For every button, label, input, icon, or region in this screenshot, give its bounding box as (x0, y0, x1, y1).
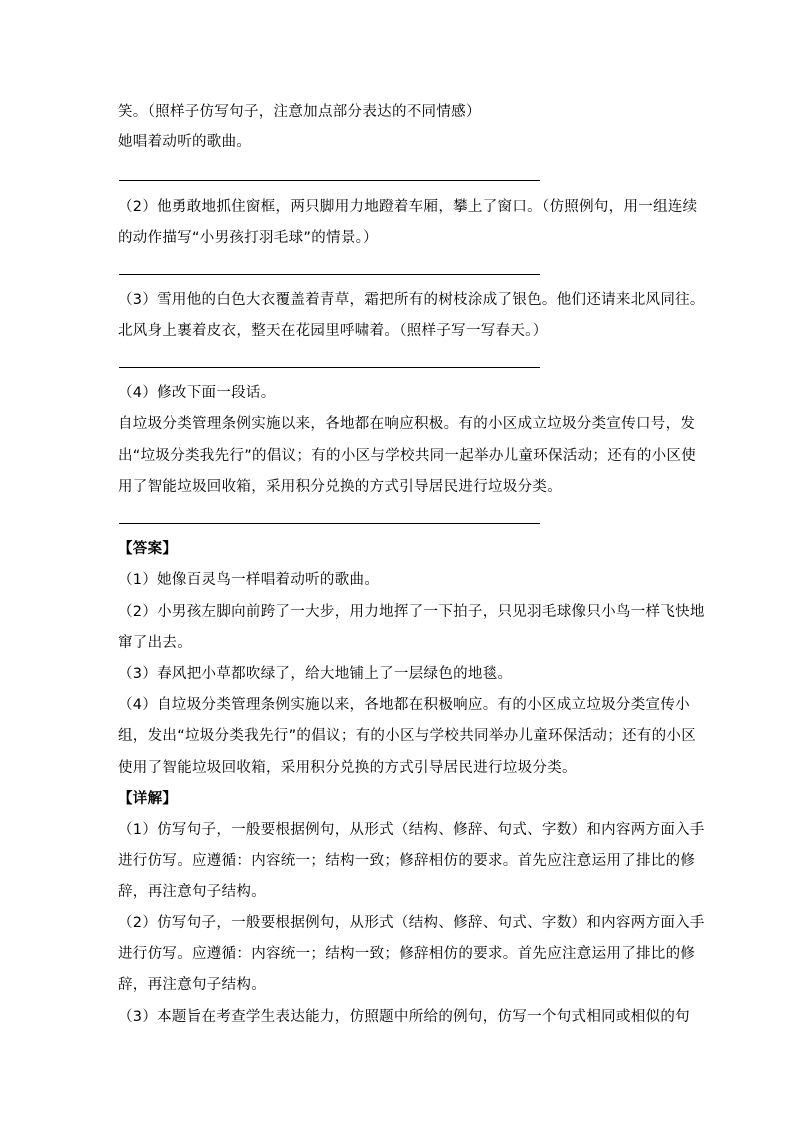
answer-4-line-1: （4）自垃圾分类管理条例实施以来，各地都在积极响应。有的小区成立垃圾分类宣传小 (118, 697, 690, 713)
question-2-line-2: 的动作描写“小男孩打羽毛球”的情景。） (118, 230, 378, 246)
answer-blank-line-1 (119, 180, 540, 181)
detail-1-line-1: （1）仿写句子，一般要根据例句，从形式（结构、修辞、句式、字数）和内容两方面入手 (118, 822, 705, 838)
detail-3-line-1: （3）本题旨在考查学生表达能力，仿照题中所给的例句，仿写一个句式相同或相似的句 (118, 1009, 690, 1025)
question-1-text-end: 笑。（照样子仿写句子，注意加点部分表达的不同情感） (118, 104, 481, 120)
question-4-line-2: 自垃圾分类管理条例实施以来，各地都在响应积极。有的小区成立垃圾分类宣传口号，发 (118, 416, 696, 432)
detail-1-line-2: 进行仿写。应遵循：内容统一；结构一致；修辞相仿的要求。首先应注意运用了排比的修 (118, 853, 696, 869)
answer-blank-line-2 (119, 274, 540, 275)
question-4-line-3: 出“垃圾分类我先行”的倡议；有的小区与学校共同一起举办儿童环保活动；还有的小区使 (118, 448, 697, 464)
answer-3: （3）春风把小草都吹绿了，给大地铺上了一层绿色的地毯。 (118, 666, 513, 682)
question-3-line-1: （3）雪用他的白色大衣覆盖着青草，霜把所有的树枝涂成了银色。他们还请来北风同往。 (118, 292, 705, 308)
question-4-line-4: 用了智能垃圾回收箱，采用积分兑换的方式引导居民进行垃圾分类。 (118, 479, 562, 495)
answer-1: （1）她像百灵鸟一样唱着动听的歌曲。 (118, 572, 380, 588)
detail-2-line-1: （2）仿写句子，一般要根据例句，从形式（结构、修辞、句式、字数）和内容两方面入手 (118, 915, 705, 931)
answer-4-line-3: 使用了智能垃圾回收箱，采用积分兑换的方式引导居民进行垃圾分类。 (118, 760, 577, 776)
answer-4-line-2: 组，发出“垃圾分类我先行”的倡议；有的小区与学校共同举办儿童环保活动；还有的小区 (118, 728, 697, 744)
answer-blank-line-3 (119, 367, 540, 368)
detail-2-line-2: 进行仿写。应遵循：内容统一；结构一致；修辞相仿的要求。首先应注意运用了排比的修 (118, 946, 696, 962)
answer-blank-line-4 (119, 523, 540, 524)
answer-heading: 【答案】 (118, 541, 178, 557)
question-3-line-2: 北风身上裹着皮衣，整天在花园里呼啸着。（照样子写一写春天。） (118, 323, 548, 339)
answer-2-line-2: 窜了出去。 (118, 635, 192, 651)
detail-heading: 【详解】 (118, 791, 178, 807)
answer-2-line-1: （2）小男孩左脚向前跨了一大步，用力地挥了一下拍子，只见羽毛球像只小鸟一样飞快地 (118, 604, 705, 620)
question-1-example: 她唱着动听的歌曲。 (118, 134, 252, 150)
question-4-line-1: （4）修改下面一段话。 (118, 385, 276, 401)
detail-2-line-3: 辞，再注意句子结构。 (118, 977, 266, 993)
detail-1-line-3: 辞，再注意句子结构。 (118, 884, 266, 900)
question-2-line-1: （2）他勇敢地抓住窗框，两只脚用力地蹬着车厢，攀上了窗口。（仿照例句，用一组连续 (118, 199, 698, 215)
